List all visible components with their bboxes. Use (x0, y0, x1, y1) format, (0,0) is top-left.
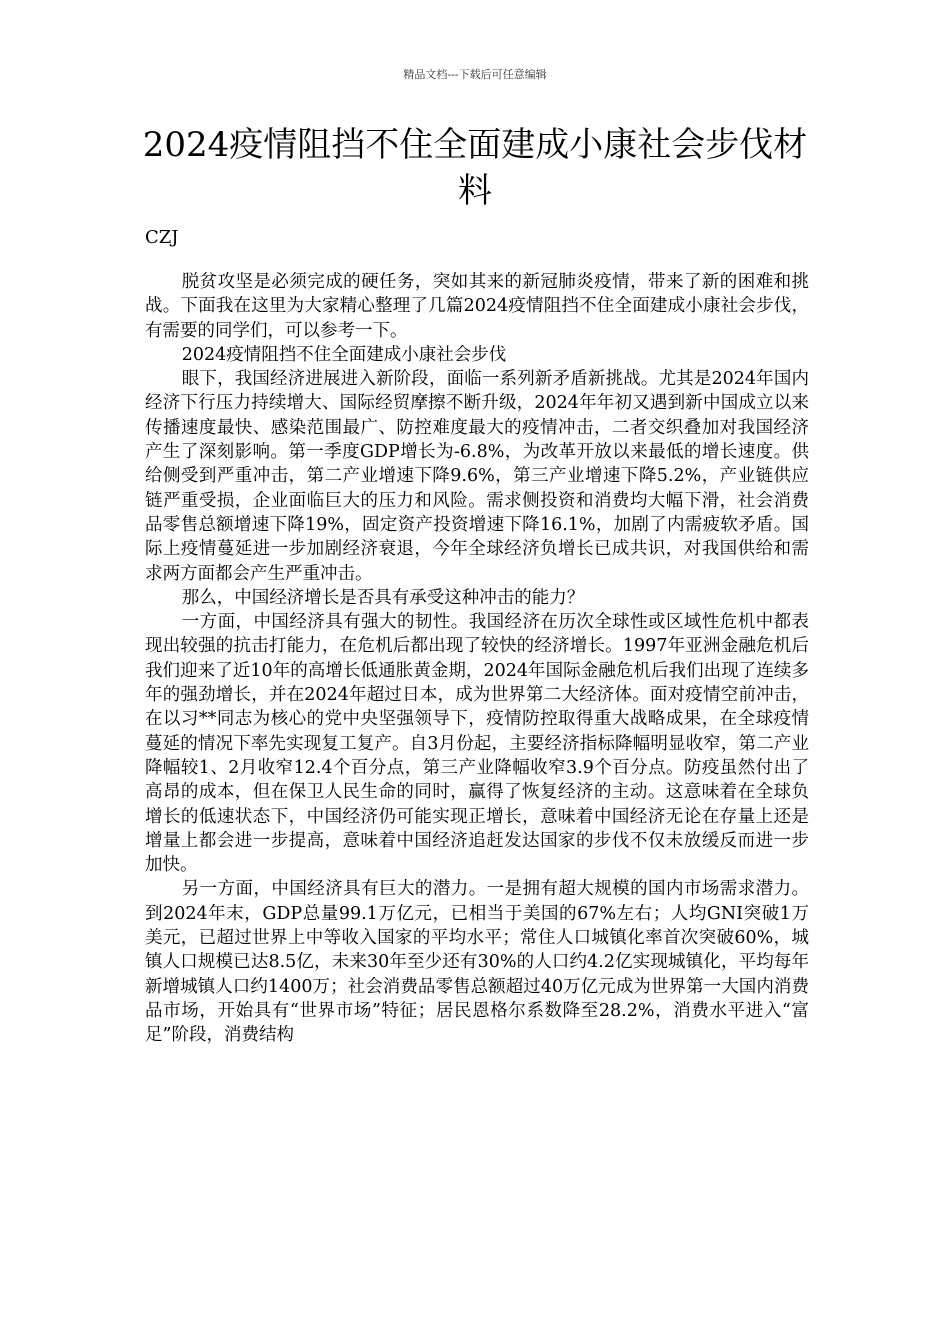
document-body (145, 270, 809, 1048)
document-title: 2024疫情阻挡不住全面建成小康社会步伐材料 (142, 125, 808, 211)
paragraph-potential: 另一方面，中国经济具有巨大的潜力。一是拥有超大规模的国内市场需求潜力。到2024年末，GDP总量99.1万亿元，已相当于美国的67%左右；人均GNI突破1万美元，已超过世界上中等收入国家的平均水平；常住人口城镇化率首次突破60%，城镇人口规模已达8.5亿，未来30年至少还有30%的人口约4.2亿实现城镇化，平均每年新增城镇人口约1400万；社会消费品零售总额超过40万亿元成为世界第一大国内消费品市场，开始具有“世界市场”特征；居民恩格尔系数降至28.2%，消费水平进入“富足”阶段，消费结构 (145, 879, 809, 1046)
paragraph-economy-impact: 眼下，我国经济进展进入新阶段，面临一系列新矛盾新挑战。尤其是2024年国内经济下行压力持续增大、国际经贸摩擦不断升级，2024年年初又遇到新中国成立以来传播速度最快、感染范围最广、防控难度最大的疫情冲击，二者交织叠加对我国经济产生了深刻影响。第一季度GDP增长为-6.8%，为改革开放以来最低的增长速度。供给侧受到严重冲击，第二产业增速下降9.6%，第三产业增速下降5.2%，产业链供应链严重受损，企业面临巨大的压力和风险。需求侧投资和消费均大幅下滑，社会消费品零售总额增速下降19%，固定资产投资增速下降16.1%，加剧了内需疲软矛盾。国际上疫情蔓延进一步加剧经济衰退，今年全球经济负增长已成共识，对我国供给和需求两方面都会产生严重冲击。 (145, 369, 809, 584)
paragraph-resilience: 一方面，中国经济具有强大的韧性。我国经济在历次全球性或区域性危机中都表现出较强的抗击打能力，在危机后都出现了较快的经济增长。1997年亚洲金融危机后我们迎来了近10年的高增长低通胀黄金期，2024年国际金融危机后我们出现了连续多年的强劲增长，并在2024年超过日本，成为世界第二大经济体。面对疫情空前冲击，在以习**同志为核心的党中央坚强领导下，疫情防控取得重大战略成果，在全球疫情蔓延的情况下率先实现复工复产。自3月份起，主要经济指标降幅明显收窄，第二产业降幅较1、2月收窄12.4个百分点，第三产业降幅收窄3.9个百分点。防疫虽然付出了高昂的成本，但在保卫人民生命的同时，赢得了恢复经济的主动。这意味着在全球负增长的低速状态下，中国经济仍可能实现正增长，意味着中国经济无论在存量上还是增量上都会进一步提高，意味着中国经济追赶发达国家的步伐不仅未放缓反而进一步加快。 (145, 612, 809, 876)
author-name: CZJ (145, 227, 179, 248)
paragraph-subtitle: 2024疫情阻挡不住全面建成小康社会步伐 (181, 344, 507, 365)
paragraph-intro: 脱贫攻坚是必须完成的硬任务，突如其来的新冠肺炎疫情，带来了新的困难和挑战。下面我在这里为大家精心整理了几篇2024疫情阻挡不住全面建成小康社会步伐，有需要的同学们，可以参考一下。 (145, 272, 809, 341)
header-note: 精品文档---下载后可任意编辑 (403, 68, 547, 81)
paragraph-question: 那么，中国经济增长是否具有承受这种冲击的能力？ (181, 587, 585, 608)
